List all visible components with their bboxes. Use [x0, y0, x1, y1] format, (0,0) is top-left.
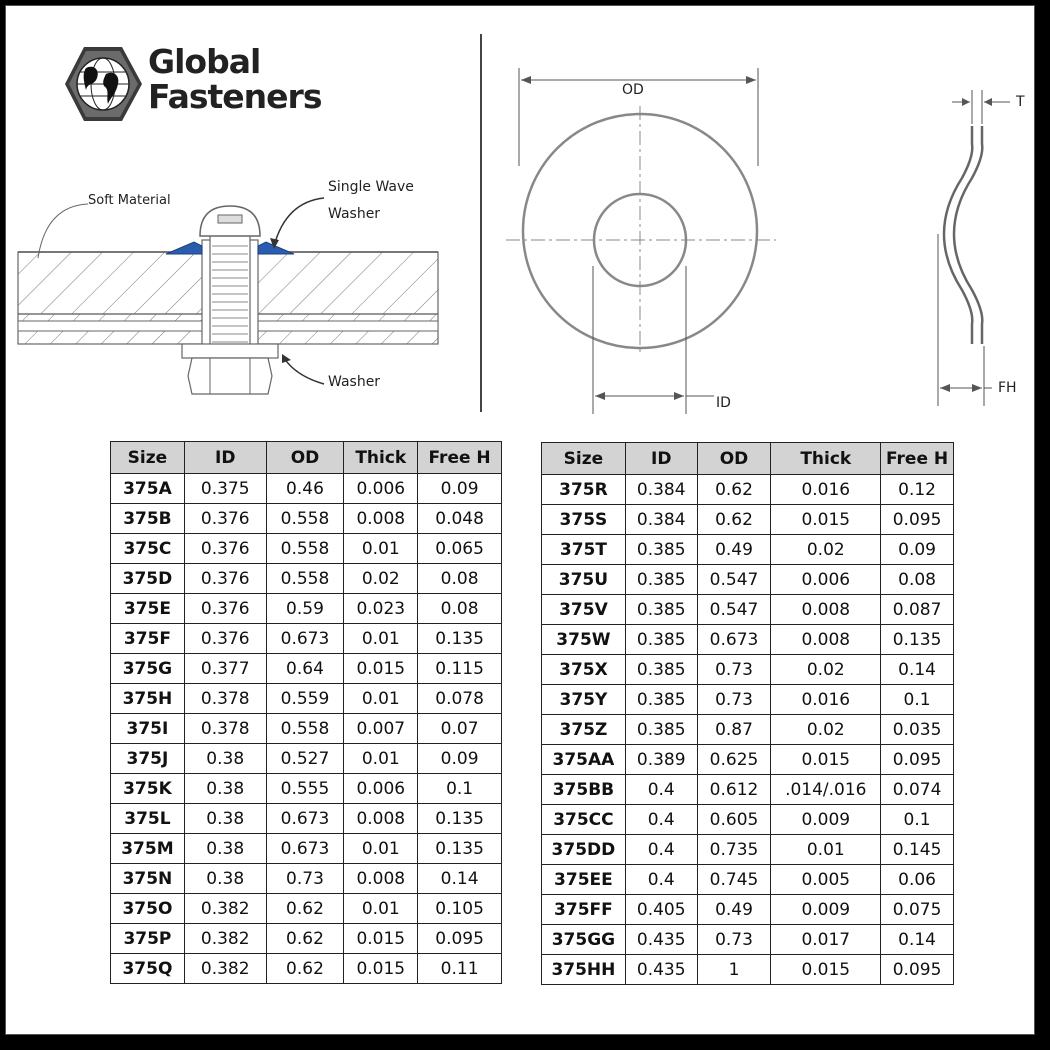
table-row: [111, 594, 502, 624]
table-row: [542, 955, 954, 985]
cell-od: 0.547: [697, 595, 771, 625]
cell-thick: 0.02: [771, 715, 881, 745]
cell-free-h: 0.09: [881, 535, 954, 565]
cell-od: 0.605: [697, 805, 771, 835]
label-soft-material: Soft Material: [88, 193, 171, 208]
screw-shank: [210, 232, 250, 360]
table-row: [542, 835, 954, 865]
cell-id: 0.384: [625, 475, 697, 505]
cell-id: 0.377: [184, 654, 266, 684]
table-row: [542, 535, 954, 565]
spec-table-right: [541, 442, 954, 985]
column-header-id: ID: [625, 443, 697, 475]
cell-id: 0.4: [625, 835, 697, 865]
cell-id: 0.385: [625, 715, 697, 745]
cell-free-h: 0.065: [418, 534, 502, 564]
cell-size: 375Z: [542, 715, 626, 745]
cell-thick: 0.01: [344, 834, 418, 864]
cell-id: 0.4: [625, 775, 697, 805]
cell-od: 0.49: [697, 535, 771, 565]
table-row: [542, 475, 954, 505]
column-header-size: Size: [542, 443, 626, 475]
cell-od: 0.673: [266, 624, 344, 654]
cell-size: 375GG: [542, 925, 626, 955]
cell-size: 375P: [111, 924, 185, 954]
column-header-od: OD: [697, 443, 771, 475]
cell-free-h: 0.135: [418, 804, 502, 834]
table-row: [542, 685, 954, 715]
cell-free-h: 0.14: [881, 925, 954, 955]
table-row: [542, 775, 954, 805]
cell-thick: 0.01: [344, 894, 418, 924]
cell-od: 0.87: [697, 715, 771, 745]
cell-free-h: 0.09: [418, 474, 502, 504]
label-single-wave: Single Wave: [328, 179, 414, 195]
cell-size: 375K: [111, 774, 185, 804]
column-header-thick: Thick: [344, 442, 418, 474]
column-header-free-h: Free H: [418, 442, 502, 474]
cell-free-h: 0.135: [418, 624, 502, 654]
cell-id: 0.4: [625, 805, 697, 835]
table-row: [542, 865, 954, 895]
table-row: [111, 834, 502, 864]
cell-id: 0.385: [625, 655, 697, 685]
cell-id: 0.382: [184, 924, 266, 954]
cell-size: 375X: [542, 655, 626, 685]
cell-free-h: 0.1: [881, 805, 954, 835]
label-t: T: [1016, 94, 1025, 110]
cell-thick: 0.01: [344, 744, 418, 774]
cross-section-drawing: [18, 198, 438, 394]
cell-size: 375F: [111, 624, 185, 654]
cell-size: 375D: [111, 564, 185, 594]
label-od: OD: [622, 82, 644, 98]
cell-od: 0.527: [266, 744, 344, 774]
table-row: [542, 895, 954, 925]
cell-id: 0.378: [184, 714, 266, 744]
cell-free-h: 0.105: [418, 894, 502, 924]
cell-thick: 0.007: [344, 714, 418, 744]
cell-size: 375O: [111, 894, 185, 924]
brand-line-2: Fasteners: [148, 77, 322, 116]
cell-thick: 0.006: [344, 474, 418, 504]
cell-id: 0.38: [184, 774, 266, 804]
cell-size: 375BB: [542, 775, 626, 805]
table-row: [542, 505, 954, 535]
spec-table-left: [110, 441, 502, 984]
cell-thick: 0.009: [771, 805, 881, 835]
cell-free-h: 0.14: [418, 864, 502, 894]
cell-od: 0.558: [266, 534, 344, 564]
cell-id: 0.376: [184, 504, 266, 534]
table-row: [542, 925, 954, 955]
cell-size: 375A: [111, 474, 185, 504]
table-row: [111, 804, 502, 834]
cell-thick: 0.009: [771, 895, 881, 925]
cell-free-h: 0.1: [418, 774, 502, 804]
table-row: [111, 564, 502, 594]
technical-drawings: [6, 6, 1034, 426]
cell-size: 375E: [111, 594, 185, 624]
cell-id: 0.38: [184, 804, 266, 834]
cell-free-h: 0.07: [418, 714, 502, 744]
cell-thick: 0.01: [771, 835, 881, 865]
cell-id: 0.435: [625, 925, 697, 955]
cell-free-h: 0.135: [418, 834, 502, 864]
cell-free-h: 0.145: [881, 835, 954, 865]
table-row: [111, 534, 502, 564]
cell-size: 375R: [542, 475, 626, 505]
cell-id: 0.376: [184, 564, 266, 594]
cell-thick: 0.015: [344, 954, 418, 984]
cell-free-h: 0.09: [418, 744, 502, 774]
cell-od: 0.612: [697, 775, 771, 805]
cell-thick: 0.01: [344, 624, 418, 654]
cell-od: 0.62: [697, 475, 771, 505]
cell-size: 375H: [111, 684, 185, 714]
cell-od: 0.59: [266, 594, 344, 624]
cell-od: 0.558: [266, 714, 344, 744]
cell-free-h: 0.095: [881, 505, 954, 535]
cell-free-h: 0.095: [881, 745, 954, 775]
label-fh: FH: [998, 380, 1017, 396]
cell-thick: 0.008: [344, 504, 418, 534]
cell-thick: 0.015: [771, 505, 881, 535]
cell-id: 0.38: [184, 834, 266, 864]
column-header-size: Size: [111, 442, 185, 474]
cell-size: 375DD: [542, 835, 626, 865]
cell-free-h: 0.115: [418, 654, 502, 684]
table-row: [111, 894, 502, 924]
cell-free-h: 0.135: [881, 625, 954, 655]
cell-size: 375T: [542, 535, 626, 565]
cell-size: 375I: [111, 714, 185, 744]
table-row: [111, 954, 502, 984]
cell-size: 375AA: [542, 745, 626, 775]
cell-id: 0.385: [625, 535, 697, 565]
brand-line-1: Global: [148, 42, 261, 81]
cell-od: 0.62: [697, 505, 771, 535]
cell-thick: 0.015: [771, 745, 881, 775]
cell-free-h: 0.095: [418, 924, 502, 954]
table-row: [111, 924, 502, 954]
label-single-wave-washer: Washer: [328, 206, 381, 222]
cell-free-h: 0.075: [881, 895, 954, 925]
nut: [188, 358, 272, 394]
column-header-thick: Thick: [771, 443, 881, 475]
cell-size: 375J: [111, 744, 185, 774]
cell-od: 0.745: [697, 865, 771, 895]
cell-id: 0.375: [184, 474, 266, 504]
cell-thick: 0.008: [771, 595, 881, 625]
cell-id: 0.385: [625, 625, 697, 655]
cell-thick: 0.005: [771, 865, 881, 895]
table-header-row: [542, 443, 954, 475]
cell-id: 0.376: [184, 534, 266, 564]
cell-od: 0.73: [697, 925, 771, 955]
cell-free-h: 0.11: [418, 954, 502, 984]
cell-size: 375CC: [542, 805, 626, 835]
cell-free-h: 0.08: [418, 564, 502, 594]
cell-thick: .014/.016: [771, 775, 881, 805]
cell-od: 0.46: [266, 474, 344, 504]
cell-od: 0.49: [697, 895, 771, 925]
table-row: [542, 565, 954, 595]
table-row: [111, 474, 502, 504]
cell-thick: 0.008: [344, 864, 418, 894]
flat-washer: [182, 344, 278, 358]
table-row: [111, 744, 502, 774]
column-header-id: ID: [184, 442, 266, 474]
cell-od: 0.673: [266, 834, 344, 864]
cell-thick: 0.02: [771, 655, 881, 685]
cell-size: 375G: [111, 654, 185, 684]
cell-id: 0.405: [625, 895, 697, 925]
cell-size: 375N: [111, 864, 185, 894]
cell-size: 375U: [542, 565, 626, 595]
vertical-divider: [480, 34, 482, 412]
cell-id: 0.435: [625, 955, 697, 985]
cell-free-h: 0.14: [881, 655, 954, 685]
cell-id: 0.378: [184, 684, 266, 714]
cell-size: 375L: [111, 804, 185, 834]
cell-free-h: 0.095: [881, 955, 954, 985]
cell-size: 375Y: [542, 685, 626, 715]
cell-od: 0.673: [266, 804, 344, 834]
cell-od: 0.625: [697, 745, 771, 775]
cell-id: 0.389: [625, 745, 697, 775]
cell-od: 0.62: [266, 924, 344, 954]
cell-od: 0.735: [697, 835, 771, 865]
cell-od: 0.73: [266, 864, 344, 894]
cell-thick: 0.016: [771, 475, 881, 505]
cell-thick: 0.006: [344, 774, 418, 804]
cell-size: 375B: [111, 504, 185, 534]
cell-thick: 0.01: [344, 684, 418, 714]
cell-id: 0.384: [625, 505, 697, 535]
washer-top-view: [506, 68, 776, 414]
table-row: [542, 655, 954, 685]
cell-free-h: 0.087: [881, 595, 954, 625]
column-header-free-h: Free H: [881, 443, 954, 475]
cell-id: 0.382: [184, 894, 266, 924]
cell-free-h: 0.08: [418, 594, 502, 624]
cell-id: 0.385: [625, 685, 697, 715]
cell-thick: 0.017: [771, 925, 881, 955]
table-row: [542, 745, 954, 775]
table-header-row: [111, 442, 502, 474]
label-id: ID: [716, 395, 731, 411]
cell-thick: 0.01: [344, 534, 418, 564]
label-washer: Washer: [328, 374, 381, 390]
cell-id: 0.382: [184, 954, 266, 984]
cell-free-h: 0.12: [881, 475, 954, 505]
cell-thick: 0.015: [344, 654, 418, 684]
table-row: [111, 684, 502, 714]
cell-thick: 0.02: [344, 564, 418, 594]
cell-id: 0.385: [625, 595, 697, 625]
cell-free-h: 0.06: [881, 865, 954, 895]
cell-id: 0.376: [184, 594, 266, 624]
cell-od: 0.547: [697, 565, 771, 595]
cell-size: 375W: [542, 625, 626, 655]
cell-od: 0.64: [266, 654, 344, 684]
cell-free-h: 0.078: [418, 684, 502, 714]
cell-free-h: 0.08: [881, 565, 954, 595]
cell-thick: 0.023: [344, 594, 418, 624]
cell-od: 0.62: [266, 954, 344, 984]
washer-side-profile: [938, 90, 1010, 406]
table-row: [542, 595, 954, 625]
cell-id: 0.385: [625, 565, 697, 595]
cell-od: 1: [697, 955, 771, 985]
table-row: [111, 864, 502, 894]
cell-free-h: 0.035: [881, 715, 954, 745]
cell-od: 0.673: [697, 625, 771, 655]
table-row: [111, 714, 502, 744]
cell-od: 0.73: [697, 655, 771, 685]
table-row: [111, 774, 502, 804]
cell-size: 375Q: [111, 954, 185, 984]
cell-size: 375V: [542, 595, 626, 625]
cell-size: 375M: [111, 834, 185, 864]
cell-od: 0.558: [266, 564, 344, 594]
cell-thick: 0.008: [344, 804, 418, 834]
cell-size: 375S: [542, 505, 626, 535]
cell-size: 375C: [111, 534, 185, 564]
table-row: [542, 715, 954, 745]
table-row: [111, 654, 502, 684]
cell-thick: 0.02: [771, 535, 881, 565]
table-row: [542, 805, 954, 835]
table-row: [542, 625, 954, 655]
cell-thick: 0.006: [771, 565, 881, 595]
cell-od: 0.559: [266, 684, 344, 714]
cell-od: 0.62: [266, 894, 344, 924]
cell-id: 0.38: [184, 744, 266, 774]
cell-size: 375FF: [542, 895, 626, 925]
cell-id: 0.4: [625, 865, 697, 895]
table-row: [111, 504, 502, 534]
cell-od: 0.555: [266, 774, 344, 804]
spec-sheet: [5, 5, 1035, 1035]
cell-thick: 0.016: [771, 685, 881, 715]
column-header-od: OD: [266, 442, 344, 474]
wave-washer-left: [166, 242, 202, 254]
cell-free-h: 0.074: [881, 775, 954, 805]
cell-od: 0.73: [697, 685, 771, 715]
cell-free-h: 0.1: [881, 685, 954, 715]
cell-free-h: 0.048: [418, 504, 502, 534]
cell-id: 0.376: [184, 624, 266, 654]
table-row: [111, 624, 502, 654]
cell-id: 0.38: [184, 864, 266, 894]
cell-od: 0.558: [266, 504, 344, 534]
cell-size: 375EE: [542, 865, 626, 895]
cell-thick: 0.015: [344, 924, 418, 954]
cell-size: 375HH: [542, 955, 626, 985]
cell-thick: 0.008: [771, 625, 881, 655]
cell-thick: 0.015: [771, 955, 881, 985]
